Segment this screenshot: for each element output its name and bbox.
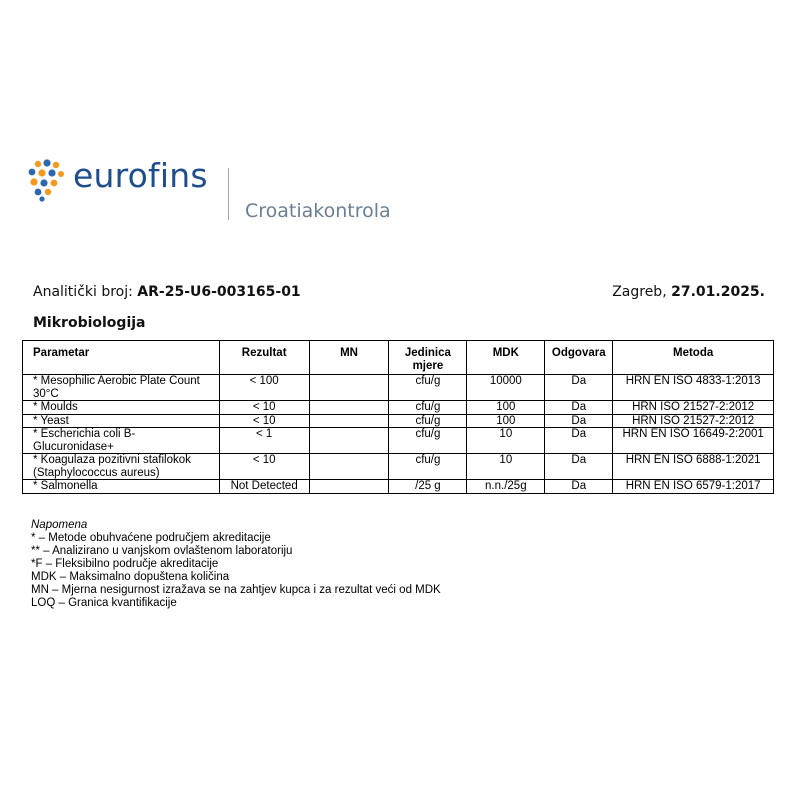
cell-mn xyxy=(309,414,389,428)
header-rezultat: Rezultat xyxy=(219,341,309,375)
cell-parametar: * Yeast xyxy=(23,414,220,428)
logo-divider xyxy=(228,168,229,220)
table-row xyxy=(23,401,774,415)
eurofins-dots-icon xyxy=(28,158,72,202)
cell-jedinica: cfu/g xyxy=(389,454,467,480)
section-title: Mikrobiologija xyxy=(33,315,146,331)
cell-mn xyxy=(309,401,389,415)
cell-odgovara: Da xyxy=(545,401,613,415)
cell-jedinica: cfu/g xyxy=(389,375,467,401)
cell-rezultat: < 1 xyxy=(219,428,309,454)
cell-parametar: * Escherichia coli B-Glucuronidase+ xyxy=(23,428,220,454)
cell-metoda: HRN EN ISO 6579-1:2017 xyxy=(613,480,774,494)
cell-mn xyxy=(309,480,389,494)
cell-mn xyxy=(309,454,389,480)
cell-metoda: HRN ISO 21527-2:2012 xyxy=(613,414,774,428)
cell-metoda: HRN EN ISO 16649-2:2001 xyxy=(613,428,774,454)
table-row xyxy=(23,480,774,494)
note-line: LOQ – Granica kvantifikacije xyxy=(31,597,177,609)
header-odgovara: Odgovara xyxy=(545,341,613,375)
date-line xyxy=(612,284,765,300)
note-line: MN – Mjerna nesigurnost izražava se na zahtjev kupca i za rezultat veći od MDK xyxy=(31,584,441,596)
cell-odgovara: Da xyxy=(545,414,613,428)
cell-jedinica: cfu/g xyxy=(389,428,467,454)
cell-rezultat: < 100 xyxy=(219,375,309,401)
table-header-row xyxy=(23,341,774,375)
header-parametar: Parametar xyxy=(23,341,220,375)
note-line: *F – Fleksibilno područje akreditacije xyxy=(31,558,219,570)
notes-title: Napomena xyxy=(31,519,88,531)
cell-mdk: 10 xyxy=(467,454,545,480)
cell-mdk: 100 xyxy=(467,414,545,428)
note-line: ** – Analizirano u vanjskom ovlaštenom laboratoriju xyxy=(31,545,293,557)
header-metoda: Metoda xyxy=(613,341,774,375)
cell-rezultat: < 10 xyxy=(219,454,309,480)
cell-odgovara: Da xyxy=(545,454,613,480)
cell-rezultat: < 10 xyxy=(219,401,309,415)
cell-mdk: 10000 xyxy=(467,375,545,401)
cell-jedinica: cfu/g xyxy=(389,401,467,415)
table-row xyxy=(23,375,774,401)
cell-jedinica: /25 g xyxy=(389,480,467,494)
cell-parametar: * Koagulaza pozitivni stafilokok (Staphylococcus aureus) xyxy=(23,454,220,480)
cell-metoda: HRN EN ISO 4833-1:2013 xyxy=(613,375,774,401)
table-row xyxy=(23,414,774,428)
cell-mn xyxy=(309,428,389,454)
cell-mdk: 10 xyxy=(467,428,545,454)
logo-brand-text: eurofins xyxy=(73,156,208,195)
results-table xyxy=(22,340,774,494)
cell-rezultat: Not Detected xyxy=(219,480,309,494)
eurofins-logo xyxy=(28,150,428,230)
cell-mn xyxy=(309,375,389,401)
cell-parametar: * Mesophilic Aerobic Plate Count 30°C xyxy=(23,375,220,401)
cell-odgovara: Da xyxy=(545,375,613,401)
notes-block xyxy=(31,519,441,610)
cell-rezultat: < 10 xyxy=(219,414,309,428)
header-jedinica: Jedinica mjere xyxy=(389,341,467,375)
report-date: 27.01.2025. xyxy=(671,284,765,300)
header-mdk: MDK xyxy=(467,341,545,375)
cell-parametar: * Salmonella xyxy=(23,480,220,494)
table-row xyxy=(23,454,774,480)
logo-subsidiary-text: Croatiakontrola xyxy=(245,200,391,222)
table-row xyxy=(23,428,774,454)
note-line: MDK – Maksimalno dopuštena količina xyxy=(31,571,230,583)
analytic-number-line xyxy=(33,284,301,300)
cell-parametar: * Moulds xyxy=(23,401,220,415)
cell-mdk: n.n./25g xyxy=(467,480,545,494)
cell-odgovara: Da xyxy=(545,428,613,454)
cell-jedinica: cfu/g xyxy=(389,414,467,428)
cell-metoda: HRN ISO 21527-2:2012 xyxy=(613,401,774,415)
note-line: * – Metode obuhvaćene područjem akreditacije xyxy=(31,532,271,544)
cell-odgovara: Da xyxy=(545,480,613,494)
city-label: Zagreb, xyxy=(612,284,667,300)
cell-mdk: 100 xyxy=(467,401,545,415)
cell-metoda: HRN EN ISO 6888-1:2021 xyxy=(613,454,774,480)
analytic-number-label: Analitički broj: xyxy=(33,284,133,300)
analytic-number-value: AR-25-U6-003165-01 xyxy=(137,284,301,300)
header-mn: MN xyxy=(309,341,389,375)
